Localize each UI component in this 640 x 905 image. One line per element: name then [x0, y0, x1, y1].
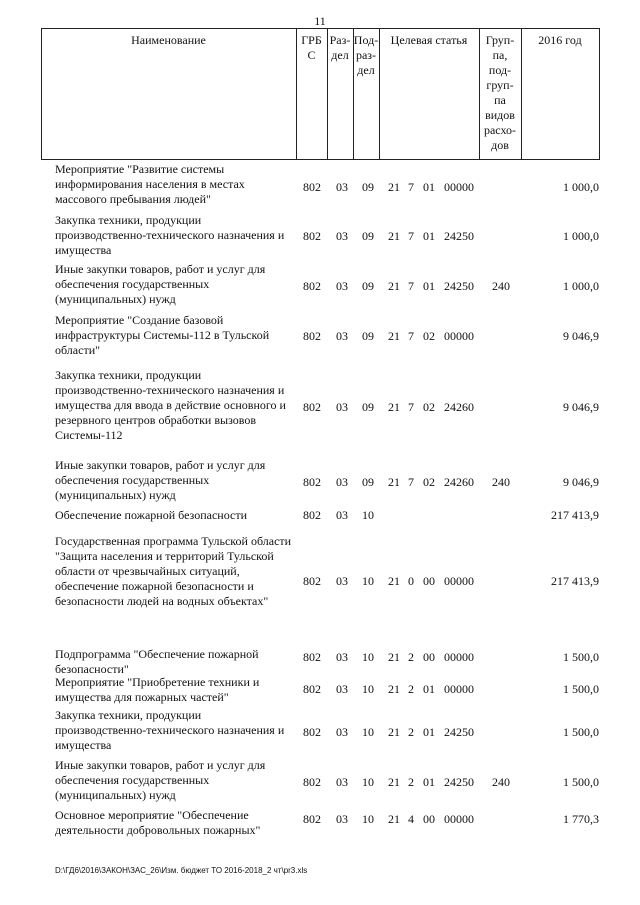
- row-cs-direction: 24260: [444, 475, 474, 489]
- row-grbs: 802: [303, 812, 321, 826]
- row-name: Иные закупки товаров, работ и услуг для обеспечения государственных (муниципальных) нужд: [55, 262, 266, 306]
- row-grbs: 802: [303, 279, 321, 293]
- row-razdel: 03: [336, 229, 348, 243]
- row-cs-sub: 7: [408, 400, 414, 414]
- header-gruppa: Груп- па, под- груп- па видов расхо- дов: [483, 33, 517, 152]
- vline: [41, 28, 42, 160]
- row-cs-program: 21: [388, 574, 400, 588]
- row-cs-program: 21: [388, 180, 400, 194]
- row-podrazdel: 09: [362, 400, 374, 414]
- row-amount: 9 046,9: [563, 400, 599, 414]
- vline: [599, 28, 600, 160]
- row-podrazdel: 09: [362, 180, 374, 194]
- row-cs-event: 01: [423, 775, 435, 789]
- header-grbs: ГРБ С: [301, 33, 322, 62]
- row-name: Подпрограмма "Обеспечение пожарной безопасности": [55, 647, 259, 676]
- row-cs-sub: 7: [408, 475, 414, 489]
- row-cs-event: 01: [423, 682, 435, 696]
- row-cs-program: 21: [388, 812, 400, 826]
- row-cs-program: 21: [388, 775, 400, 789]
- row-amount: 1 000,0: [563, 180, 599, 194]
- header-year: 2016 год: [538, 33, 582, 47]
- row-amount: 1 500,0: [563, 775, 599, 789]
- row-grbs: 802: [303, 574, 321, 588]
- row-razdel: 03: [336, 650, 348, 664]
- row-grbs: 802: [303, 725, 321, 739]
- row-cs-event: 01: [423, 180, 435, 194]
- row-cs-sub: 2: [408, 775, 414, 789]
- header-podrazdel: Под- раз- дел: [353, 33, 379, 77]
- vline: [379, 28, 380, 160]
- row-name: Мероприятие "Развитие системы информирования населения в местах массового пребывания людей": [55, 162, 245, 206]
- row-razdel: 03: [336, 400, 348, 414]
- row-cs-event: 01: [423, 725, 435, 739]
- row-amount: 1 770,3: [563, 812, 599, 826]
- row-cs-sub: 4: [408, 812, 414, 826]
- row-cs-program: 21: [388, 329, 400, 343]
- vline: [296, 28, 297, 160]
- row-cs-direction: 24250: [444, 775, 474, 789]
- row-cs-direction: 00000: [444, 329, 474, 343]
- row-cs-program: 21: [388, 475, 400, 489]
- row-cs-sub: 7: [408, 279, 414, 293]
- row-razdel: 03: [336, 682, 348, 696]
- row-cs-direction: 00000: [444, 682, 474, 696]
- row-name: Обеспечение пожарной безопасности: [55, 508, 248, 522]
- row-grbs: 802: [303, 229, 321, 243]
- row-cs-program: 21: [388, 400, 400, 414]
- row-cs-sub: 2: [408, 650, 414, 664]
- row-grbs: 802: [303, 329, 321, 343]
- row-cs-event: 02: [423, 329, 435, 343]
- row-cs-event: 01: [423, 279, 435, 293]
- row-name: Закупка техники, продукции производственно-технического назначения и имущества: [55, 213, 285, 257]
- row-amount: 9 046,9: [563, 329, 599, 343]
- row-podrazdel: 10: [362, 812, 374, 826]
- row-amount: 1 500,0: [563, 725, 599, 739]
- row-amount: 1 500,0: [563, 682, 599, 696]
- row-podrazdel: 10: [362, 775, 374, 789]
- row-cs-sub: 0: [408, 574, 414, 588]
- row-cs-sub: 7: [408, 229, 414, 243]
- row-razdel: 03: [336, 812, 348, 826]
- row-cs-program: 21: [388, 650, 400, 664]
- row-name: Мероприятие "Приобретение техники и имущества для пожарных частей": [55, 675, 260, 704]
- row-podrazdel: 10: [362, 725, 374, 739]
- row-cs-event: 02: [423, 400, 435, 414]
- row-cs-direction: 24260: [444, 400, 474, 414]
- row-razdel: 03: [336, 180, 348, 194]
- row-cs-sub: 7: [408, 329, 414, 343]
- row-podrazdel: 10: [362, 650, 374, 664]
- vline: [479, 28, 480, 160]
- row-cs-event: 00: [423, 812, 435, 826]
- row-cs-event: 00: [423, 650, 435, 664]
- row-cs-direction: 24250: [444, 229, 474, 243]
- row-cs-direction: 00000: [444, 574, 474, 588]
- row-amount: 1 000,0: [563, 279, 599, 293]
- row-vr: 240: [492, 775, 510, 789]
- page-number: 11: [314, 14, 326, 28]
- row-cs-event: 02: [423, 475, 435, 489]
- row-name: Государственная программа Тульской области "Защита населения и территорий Тульской области от чрезвычайных ситуаций, обеспечение пожарной безопасности и безопасности людей на водных объектах": [55, 534, 292, 608]
- row-cs-program: 21: [388, 279, 400, 293]
- row-razdel: 03: [336, 329, 348, 343]
- row-podrazdel: 09: [362, 329, 374, 343]
- row-cs-program: 21: [388, 682, 400, 696]
- row-razdel: 03: [336, 279, 348, 293]
- row-vr: 240: [492, 475, 510, 489]
- row-razdel: 03: [336, 508, 348, 522]
- file-path-footer: D:\ГД6\2016\ЗАКОН\ЗАС_26\Изм. бюджет ТО 2016-2018_2 чт\pr3.xls: [55, 866, 308, 875]
- row-podrazdel: 10: [362, 508, 374, 522]
- row-razdel: 03: [336, 574, 348, 588]
- row-cs-direction: 00000: [444, 180, 474, 194]
- row-cs-sub: 7: [408, 180, 414, 194]
- row-name: Закупка техники, продукции производственно-технического назначения и имущества для ввода в действие основного и резервного центров обработки вызовов Системы-112: [55, 368, 286, 442]
- row-podrazdel: 09: [362, 279, 374, 293]
- row-cs-sub: 2: [408, 682, 414, 696]
- row-grbs: 802: [303, 508, 321, 522]
- row-podrazdel: 09: [362, 475, 374, 489]
- row-razdel: 03: [336, 725, 348, 739]
- row-grbs: 802: [303, 650, 321, 664]
- row-cs-program: 21: [388, 725, 400, 739]
- row-grbs: 802: [303, 180, 321, 194]
- header-name: Наименование: [131, 33, 206, 47]
- row-cs-direction: 00000: [444, 650, 474, 664]
- row-razdel: 03: [336, 775, 348, 789]
- row-podrazdel: 09: [362, 229, 374, 243]
- row-name: Закупка техники, продукции производственно-технического назначения и имущества: [55, 708, 285, 752]
- row-amount: 1 000,0: [563, 229, 599, 243]
- row-amount: 9 046,9: [563, 475, 599, 489]
- row-grbs: 802: [303, 475, 321, 489]
- header-celevaya: Целевая статья: [390, 33, 468, 47]
- row-cs-direction: 24250: [444, 279, 474, 293]
- vline: [327, 28, 328, 160]
- row-amount: 217 413,9: [551, 508, 599, 522]
- row-name: Мероприятие "Создание базовой инфраструктуры Системы-112 в Тульской области": [55, 313, 270, 357]
- row-name: Иные закупки товаров, работ и услуг для обеспечения государственных (муниципальных) нужд: [55, 458, 266, 502]
- vline: [521, 28, 522, 160]
- row-cs-sub: 2: [408, 725, 414, 739]
- table-header: [41, 28, 599, 160]
- row-grbs: 802: [303, 400, 321, 414]
- row-razdel: 03: [336, 475, 348, 489]
- row-name: Иные закупки товаров, работ и услуг для обеспечения государственных (муниципальных) нужд: [55, 758, 266, 802]
- row-amount: 217 413,9: [551, 574, 599, 588]
- vline: [353, 28, 354, 160]
- row-cs-direction: 24250: [444, 725, 474, 739]
- row-podrazdel: 10: [362, 574, 374, 588]
- row-cs-event: 00: [423, 574, 435, 588]
- row-vr: 240: [492, 279, 510, 293]
- row-grbs: 802: [303, 775, 321, 789]
- row-cs-direction: 00000: [444, 812, 474, 826]
- header-razdel: Раз- дел: [329, 33, 351, 62]
- row-grbs: 802: [303, 682, 321, 696]
- row-cs-event: 01: [423, 229, 435, 243]
- row-cs-program: 21: [388, 229, 400, 243]
- row-name: Основное мероприятие "Обеспечение деятельности добровольных пожарных": [55, 808, 261, 837]
- row-podrazdel: 10: [362, 682, 374, 696]
- row-amount: 1 500,0: [563, 650, 599, 664]
